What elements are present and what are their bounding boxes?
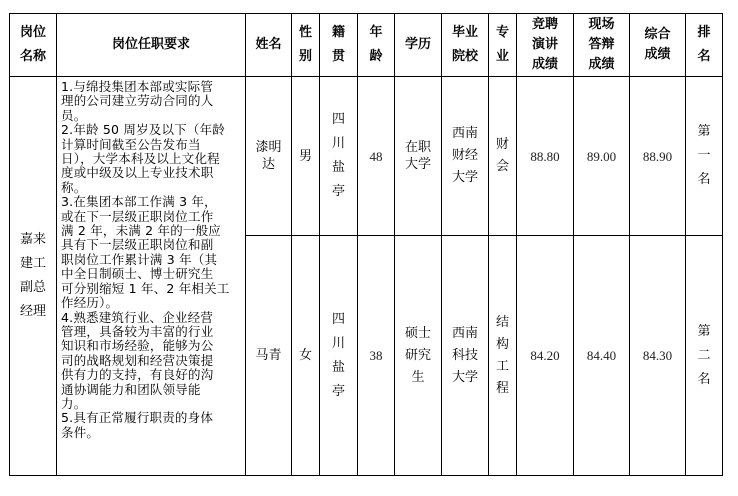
requirement-line: 称。 <box>61 179 87 195</box>
header-row <box>10 14 723 77</box>
rank-cell: 第二名 <box>686 236 723 476</box>
education-cell: 硕士研究生 <box>395 236 442 476</box>
requirement-line: 具有下一层级正职岗位和副 <box>61 237 214 253</box>
table-row <box>10 77 723 236</box>
requirement-line: 管理，具备较为丰富的行业 <box>61 323 214 339</box>
header-origin: 籍贯 <box>320 14 358 77</box>
total-score-cell: 88.90 <box>630 77 686 236</box>
speech-score-cell: 84.20 <box>517 236 574 476</box>
requirement-line: 员。 <box>61 107 87 123</box>
requirement-line: 作经历）。 <box>61 295 119 311</box>
requirement-line: 条件。 <box>61 424 100 440</box>
gender-cell: 男 <box>292 77 320 236</box>
requirement-line: 3.在集团本部工作满 3 年， <box>61 194 217 210</box>
rank-cell: 第一名 <box>686 77 723 236</box>
header-name: 姓名 <box>246 14 292 77</box>
header-age: 年龄 <box>358 14 395 77</box>
header-gender: 性别 <box>292 14 320 77</box>
requirement-line: 通协调能力和团队领导能 <box>61 381 201 397</box>
requirement-line: 中全日制硕士、博士研究生 <box>61 266 214 282</box>
requirement-line: 满 2 年，未满 2 年的一般应 <box>61 223 221 239</box>
gender-cell: 女 <box>292 236 320 476</box>
requirement-line: 知识和市场经验，能够为公 <box>61 338 214 354</box>
origin-cell: 四川盐亭 <box>320 77 358 236</box>
major-cell: 结构工程 <box>489 236 517 476</box>
age-cell: 38 <box>358 236 395 476</box>
requirement-line: 1.与绵投集团本部或实际管 <box>61 79 214 94</box>
requirement-line: 4.熟悉建筑行业、企业经营 <box>61 309 214 325</box>
header-defense-score: 现场答辩成绩 <box>574 14 630 77</box>
name-cell: 漆明达 <box>246 77 292 236</box>
requirement-line: 职岗位工作累计满 3 年（其 <box>61 251 218 267</box>
requirement-line: 5.具有正常履行职责的身体 <box>61 410 214 426</box>
requirement-line: 力。 <box>61 395 87 411</box>
header-total-score: 综合成绩 <box>630 14 686 77</box>
requirement-line: 日），大学本科及以上文化程 <box>61 151 220 167</box>
total-score-cell: 84.30 <box>630 236 686 476</box>
major-cell: 财会 <box>489 77 517 236</box>
header-position: 岗位名称 <box>10 14 57 77</box>
requirement-line: 2.年龄 50 周岁及以下（年龄 <box>61 122 225 138</box>
defense-score-cell: 84.40 <box>574 236 630 476</box>
header-rank: 排名 <box>686 14 723 77</box>
age-cell: 48 <box>358 77 395 236</box>
defense-score-cell: 89.00 <box>574 77 630 236</box>
requirement-line: 司的战略规划和经营决策提 <box>61 352 214 368</box>
name-cell: 马青 <box>246 236 292 476</box>
education-cell: 在职大学 <box>395 77 442 236</box>
header-major: 专业 <box>489 14 517 77</box>
requirements-cell <box>57 77 246 476</box>
header-requirements: 岗位任职要求 <box>57 14 246 77</box>
header-education: 学历 <box>395 14 442 77</box>
requirement-line: 理的公司建立劳动合同的人 <box>61 93 214 109</box>
requirement-line: 度或中级及以上专业技术职 <box>61 165 214 181</box>
header-speech-score: 竞聘演讲成绩 <box>517 14 574 77</box>
requirement-line: 或在下一层级正职岗位工作 <box>61 208 214 224</box>
header-school: 毕业院校 <box>442 14 489 77</box>
position-cell: 嘉来建工副总经理 <box>10 77 57 476</box>
speech-score-cell: 88.80 <box>517 77 574 236</box>
school-cell: 西南财经大学 <box>442 77 489 236</box>
school-cell: 西南科技大学 <box>442 236 489 476</box>
requirement-line: 供有力的支持，有良好的沟 <box>61 367 214 383</box>
requirement-line: 可分别缩短 1 年、2 年相关工 <box>61 280 230 296</box>
requirement-line: 计算时间截至公告发布当 <box>61 136 201 152</box>
candidate-results-table <box>9 13 723 476</box>
origin-cell: 四川盐亭 <box>320 236 358 476</box>
